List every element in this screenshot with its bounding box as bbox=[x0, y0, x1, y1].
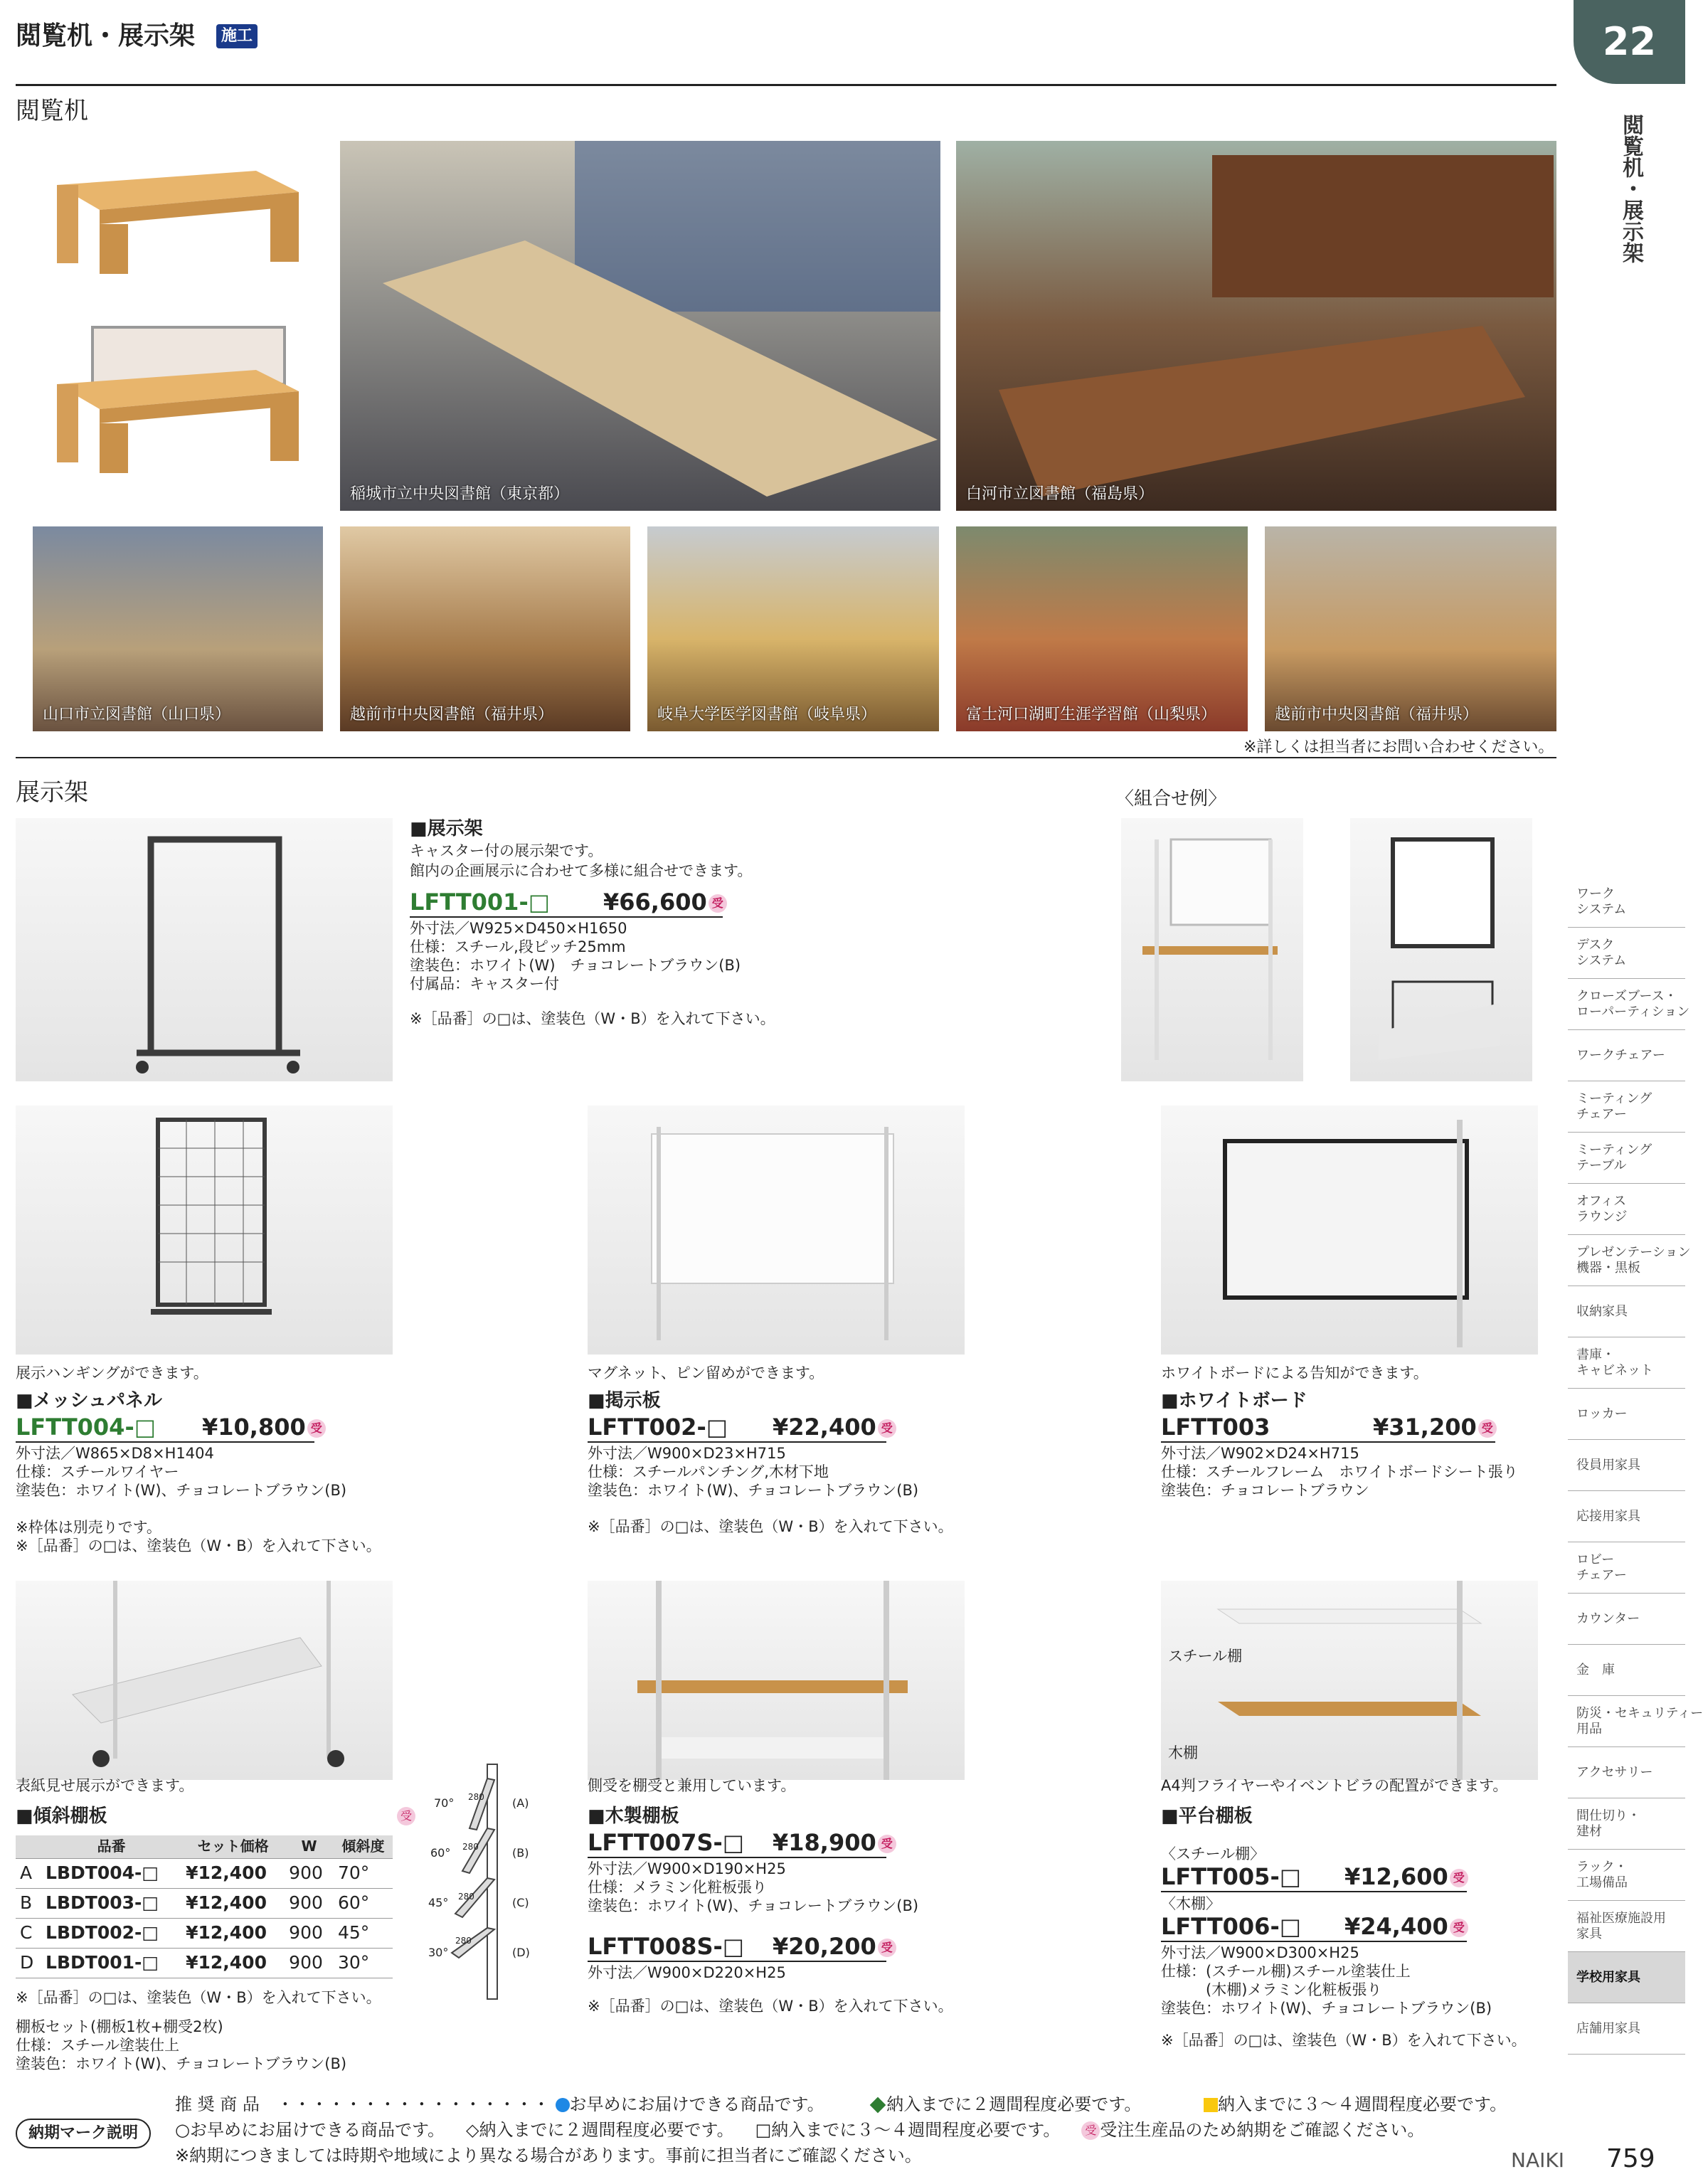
desk-illustration-plain bbox=[43, 142, 313, 285]
sidebar-item[interactable]: 学校用家具 bbox=[1568, 1952, 1685, 2003]
table-row: D LBDT001-□ ¥12,400 900 30° bbox=[16, 1948, 393, 1978]
sidebar-item[interactable]: 収納家具 bbox=[1568, 1286, 1685, 1337]
product-spec: 外寸法／W902×D24×H715 仕様：スチールフレーム ホワイトボードシート張り 塗装色：チョコレートブラウン bbox=[1161, 1445, 1518, 1499]
photo-caption: 富士河口湖町生涯学習館（山梨県） bbox=[966, 706, 1217, 724]
footer-legend-row: ○お早めにお届けできる商品です。 ◇納入までに２週間程度必要です。 □納入までに３～４週間程度必要です。 受 受注生産品のため納期をご確認ください。 bbox=[175, 2120, 1425, 2140]
product-price: ¥18,900 受 bbox=[773, 1830, 896, 1857]
shelf-label-steel: スチール棚 bbox=[1168, 1648, 1243, 1665]
construction-badge: 施工 bbox=[216, 24, 258, 48]
product-underline bbox=[588, 1961, 886, 1962]
sidebar-item[interactable]: ロビー チェアー bbox=[1568, 1542, 1685, 1594]
product-code: LFTT004-□ bbox=[16, 1414, 156, 1441]
photo-caption: 越前市中央図書館（福井県） bbox=[350, 706, 554, 724]
tilt-shelf-table: 品番 セット価格 W 傾斜度 A LBDT004-□ ¥12,400 900 70° B LBDT003-□ ¥12,400 900 60° C LBDT002-□ ¥12,400 900 45° D LBDT001-□ ¥12,400 900 30° bbox=[16, 1835, 393, 1978]
library-photo-6 bbox=[956, 526, 1248, 731]
product-title: ■傾斜棚板 bbox=[16, 1806, 107, 1827]
sidebar-item[interactable]: オフィス ラウンジ bbox=[1568, 1184, 1685, 1235]
sidebar-item[interactable]: 防災・セキュリティー 用品 bbox=[1568, 1696, 1685, 1747]
sidebar-item[interactable]: ミーティング チェアー bbox=[1568, 1081, 1685, 1133]
reading-desk-note: ※詳しくは担当者にお問い合わせください。 bbox=[1243, 738, 1554, 756]
order-made-icon: 受 bbox=[1450, 1869, 1468, 1887]
order-made-icon: 受 bbox=[1478, 1419, 1497, 1438]
product-note: ※枠体は別売りです。 ※［品番］の□は、塗装色（W・B）を入れて下さい。 bbox=[16, 1519, 381, 1554]
library-photo-4 bbox=[340, 526, 630, 731]
product-note: ※［品番］の□は、塗装色（W・B）を入れて下さい。 bbox=[410, 1010, 775, 1027]
product-price: ¥24,400 受 bbox=[1344, 1914, 1468, 1941]
product-caption: A4判フライヤーやイベントビラの配置ができます。 bbox=[1161, 1777, 1508, 1794]
product-title: ■ホワイトボード bbox=[1161, 1390, 1307, 1411]
sidebar-item[interactable]: 福祉医療施設用 家具 bbox=[1568, 1901, 1685, 1952]
library-photo-3 bbox=[33, 526, 323, 731]
sidebar-item[interactable]: 書庫・ キャビネット bbox=[1568, 1337, 1685, 1389]
header-rule bbox=[16, 84, 1556, 86]
product-code: LFTT006-□ bbox=[1161, 1913, 1301, 1940]
diagram-angle: 45° bbox=[428, 1896, 449, 1909]
library-photo-2 bbox=[956, 141, 1556, 511]
product-caption: 表紙見せ展示ができます。 bbox=[16, 1777, 194, 1794]
tilt-angle-diagram bbox=[427, 1757, 555, 2013]
product-underline bbox=[1161, 1441, 1495, 1443]
diagram-angle: 70° bbox=[434, 1796, 455, 1810]
photo-caption: 山口市立図書館（山口県） bbox=[43, 706, 231, 724]
product-price: ¥31,200 受 bbox=[1373, 1414, 1497, 1441]
diagram-dim: 280 bbox=[468, 1792, 484, 1802]
product-caption: ホワイトボードによる告知ができます。 bbox=[1161, 1364, 1428, 1382]
page-number: 759 bbox=[1606, 2144, 1655, 2173]
sidebar-item[interactable]: 店舗用家具 bbox=[1568, 2003, 1685, 2055]
section-heading-display: 展示架 bbox=[16, 778, 88, 807]
product-price: ¥20,200 受 bbox=[773, 1934, 896, 1961]
sidebar-item[interactable]: 役員用家具 bbox=[1568, 1440, 1685, 1491]
sidebar-item[interactable]: 金 庫 bbox=[1568, 1645, 1685, 1696]
product-note: ※［品番］の□は、塗装色（W・B）を入れて下さい。 bbox=[16, 1989, 381, 2006]
sidebar-item[interactable]: 応接用家具 bbox=[1568, 1491, 1685, 1542]
sidebar-item[interactable]: プレゼンテーション 機器・黒板 bbox=[1568, 1235, 1685, 1286]
sidebar-item[interactable]: ミーティング テーブル bbox=[1568, 1133, 1685, 1184]
photo-caption: 岐阜大学医学図書館（岐阜県） bbox=[657, 706, 877, 724]
product-subheading: 〈スチール棚〉 bbox=[1161, 1845, 1266, 1862]
product-caption: マグネット、ピン留めができます。 bbox=[588, 1364, 824, 1382]
diagram-letter: (A) bbox=[512, 1796, 529, 1810]
photo-caption: 白河市立図書館（福島県） bbox=[966, 485, 1155, 504]
library-photo-7 bbox=[1265, 526, 1556, 731]
product-title: ■掲示板 bbox=[588, 1390, 661, 1411]
wood-shelf-image bbox=[588, 1581, 965, 1780]
product-price: ¥22,400 受 bbox=[773, 1414, 896, 1441]
table-row: B LBDT003-□ ¥12,400 900 60° bbox=[16, 1888, 393, 1918]
desk-illustration-partition bbox=[43, 320, 313, 477]
yellow-square-icon bbox=[1204, 2098, 1218, 2112]
sidebar-item[interactable]: ロッカー bbox=[1568, 1389, 1685, 1440]
product-subheading: 〈木棚〉 bbox=[1161, 1895, 1221, 1912]
shelf-label-wood: 木棚 bbox=[1168, 1744, 1198, 1761]
chapter-tab: 22 bbox=[1574, 0, 1685, 84]
product-caption: 展示ハンギングができます。 bbox=[16, 1364, 208, 1382]
product-underline bbox=[16, 1441, 314, 1443]
brand-name: NAIKI bbox=[1511, 2148, 1564, 2172]
sidebar-item[interactable]: アクセサリー bbox=[1568, 1747, 1685, 1798]
order-made-icon: 受 bbox=[878, 1835, 896, 1853]
product-spec: 外寸法／W900×D23×H715 仕様：スチールパンチング,木材下地 塗装色：ホワイト(W)、チョコレートブラウン(B) bbox=[588, 1445, 919, 1499]
diagram-letter: (B) bbox=[512, 1846, 529, 1860]
mesh-panel-image bbox=[16, 1106, 393, 1355]
order-made-icon: 受 bbox=[307, 1419, 326, 1438]
sidebar-item[interactable]: ワーク システム bbox=[1568, 876, 1685, 928]
product-title: ■木製棚板 bbox=[588, 1806, 679, 1827]
library-photo-1 bbox=[340, 141, 940, 511]
order-made-icon: 受 bbox=[1450, 1919, 1468, 1937]
product-underline bbox=[410, 916, 723, 918]
order-made-icon: 受 bbox=[397, 1807, 415, 1825]
product-price: ¥12,600 受 bbox=[1344, 1864, 1468, 1891]
sidebar-item[interactable]: デスク システム bbox=[1568, 928, 1685, 979]
sidebar-item[interactable]: クローズブース・ ローパーティション bbox=[1568, 979, 1685, 1030]
product-title: ■メッシュパネル bbox=[16, 1390, 163, 1411]
product-code: LFTT008S-□ bbox=[588, 1933, 744, 1960]
product-code: LFTT005-□ bbox=[1161, 1863, 1301, 1890]
product-spec: 外寸法／W900×D220×H25 bbox=[588, 1964, 786, 1981]
order-made-icon: 受 bbox=[1081, 2121, 1100, 2140]
bulletin-board-image bbox=[588, 1106, 965, 1355]
photo-caption: 越前市中央図書館（福井県） bbox=[1275, 706, 1479, 724]
product-caption: 側受を棚受と兼用しています。 bbox=[588, 1777, 796, 1794]
product-title: ■平台棚板 bbox=[1161, 1806, 1253, 1827]
diagram-angle: 60° bbox=[430, 1846, 451, 1860]
combination-example-1 bbox=[1121, 818, 1303, 1081]
product-price: ¥10,800 受 bbox=[202, 1414, 326, 1441]
product-code: LFTT003 bbox=[1161, 1414, 1270, 1441]
diagram-angle: 30° bbox=[428, 1946, 449, 1959]
product-underline bbox=[1161, 1891, 1467, 1892]
diagram-letter: (C) bbox=[512, 1896, 529, 1909]
page-title: 閲覧机・展示架 bbox=[16, 21, 196, 51]
whiteboard-image bbox=[1161, 1106, 1538, 1355]
product-underline bbox=[1161, 1941, 1467, 1942]
diagram-dim: 280 bbox=[462, 1842, 479, 1852]
photo-caption: 稲城市立中央図書館（東京都） bbox=[350, 485, 570, 504]
sidebar-item[interactable]: ラック・ 工場備品 bbox=[1568, 1850, 1685, 1901]
table-row: C LBDT002-□ ¥12,400 900 45° bbox=[16, 1918, 393, 1948]
chapter-vertical-label: 閲覧机・展示架 bbox=[1618, 114, 1643, 263]
product-desc: 館内の企画展示に合わせて多様に組合せできます。 bbox=[410, 862, 753, 879]
product-spec: 外寸法／W900×D190×H25 仕様：メラミン化粧板張り 塗装色：ホワイト(W)、チョコレートブラウン(B) bbox=[588, 1860, 919, 1914]
product-title: ■展示架 bbox=[410, 818, 483, 839]
product-underline bbox=[588, 1857, 886, 1858]
display-rack-image bbox=[16, 818, 393, 1081]
sidebar-item[interactable]: 間仕切り・ 建材 bbox=[1568, 1798, 1685, 1850]
product-desc: キャスター付の展示架です。 bbox=[410, 842, 603, 859]
product-spec: 外寸法／W900×D300×H25 仕様：(スチール棚)スチール塗装仕上 (木棚)メラミン化粧板張り 塗装色：ホワイト(W)、チョコレートブラウン(B) bbox=[1161, 1944, 1492, 2017]
product-code: LFTT001-□ bbox=[410, 889, 550, 916]
section-heading-reading-desk: 閲覧机 bbox=[16, 97, 88, 125]
product-price: ¥66,600 受 bbox=[603, 889, 727, 916]
library-photo-5 bbox=[647, 526, 939, 731]
sidebar-item[interactable]: ワークチェアー bbox=[1568, 1030, 1685, 1081]
combination-example-label: 〈組合せ例〉 bbox=[1115, 788, 1227, 810]
sidebar-item[interactable]: カウンター bbox=[1568, 1594, 1685, 1645]
footer-recommend-row: 推 奨 商 品 ・・・・・・・・・・・・・・・・ お早めにお届けできる商品です。 納入までに２週間程度必要です。 納入までに３～４週間程度必要です。 bbox=[175, 2094, 1507, 2114]
product-spec: 外寸法／W865×D8×H1404 仕様：スチールワイヤー 塗装色：ホワイト(W)、チョコレートブラウン(B) bbox=[16, 1445, 347, 1499]
product-spec: 棚板セット(棚板1枚+棚受2枚) 仕様：スチール塗装仕上 塗装色：ホワイト(W)、チョコレートブラウン(B) bbox=[16, 2018, 347, 2072]
section-rule bbox=[16, 757, 1556, 758]
product-spec: 外寸法／W925×D450×H1650 仕様：スチール,段ピッチ25mm 塗装色：ホワイト(W) チョコレートブラウン(B) 付属品：キャスター付 bbox=[410, 920, 741, 992]
footer-note: ※納期につきましては時期や地域により異なる場合があります。事前に担当者にご確認ください。 bbox=[175, 2146, 922, 2166]
diagram-letter: (D) bbox=[512, 1946, 530, 1959]
blue-dot-icon bbox=[556, 2098, 570, 2112]
order-made-icon: 受 bbox=[878, 1419, 896, 1438]
diagram-dim: 280 bbox=[458, 1892, 474, 1902]
product-underline bbox=[588, 1441, 886, 1443]
product-note: ※［品番］の□は、塗装色（W・B）を入れて下さい。 bbox=[588, 1998, 953, 2015]
delivery-legend-label: 納期マーク説明 bbox=[16, 2119, 151, 2148]
product-note: ※［品番］の□は、塗装色（W・B）を入れて下さい。 bbox=[1161, 2032, 1527, 2049]
product-note: ※［品番］の□は、塗装色（W・B）を入れて下さい。 bbox=[588, 1518, 953, 1535]
tilt-shelf-image bbox=[16, 1581, 393, 1780]
green-diamond-icon bbox=[870, 2097, 886, 2114]
order-made-icon: 受 bbox=[709, 894, 727, 913]
order-made-icon: 受 bbox=[878, 1939, 896, 1957]
product-code: LFTT007S-□ bbox=[588, 1829, 744, 1856]
diagram-dim: 280 bbox=[455, 1936, 472, 1946]
flat-shelf-image bbox=[1161, 1581, 1538, 1780]
product-code: LFTT002-□ bbox=[588, 1414, 728, 1441]
table-row: A LBDT004-□ ¥12,400 900 70° bbox=[16, 1858, 393, 1888]
combination-example-2 bbox=[1350, 818, 1532, 1081]
